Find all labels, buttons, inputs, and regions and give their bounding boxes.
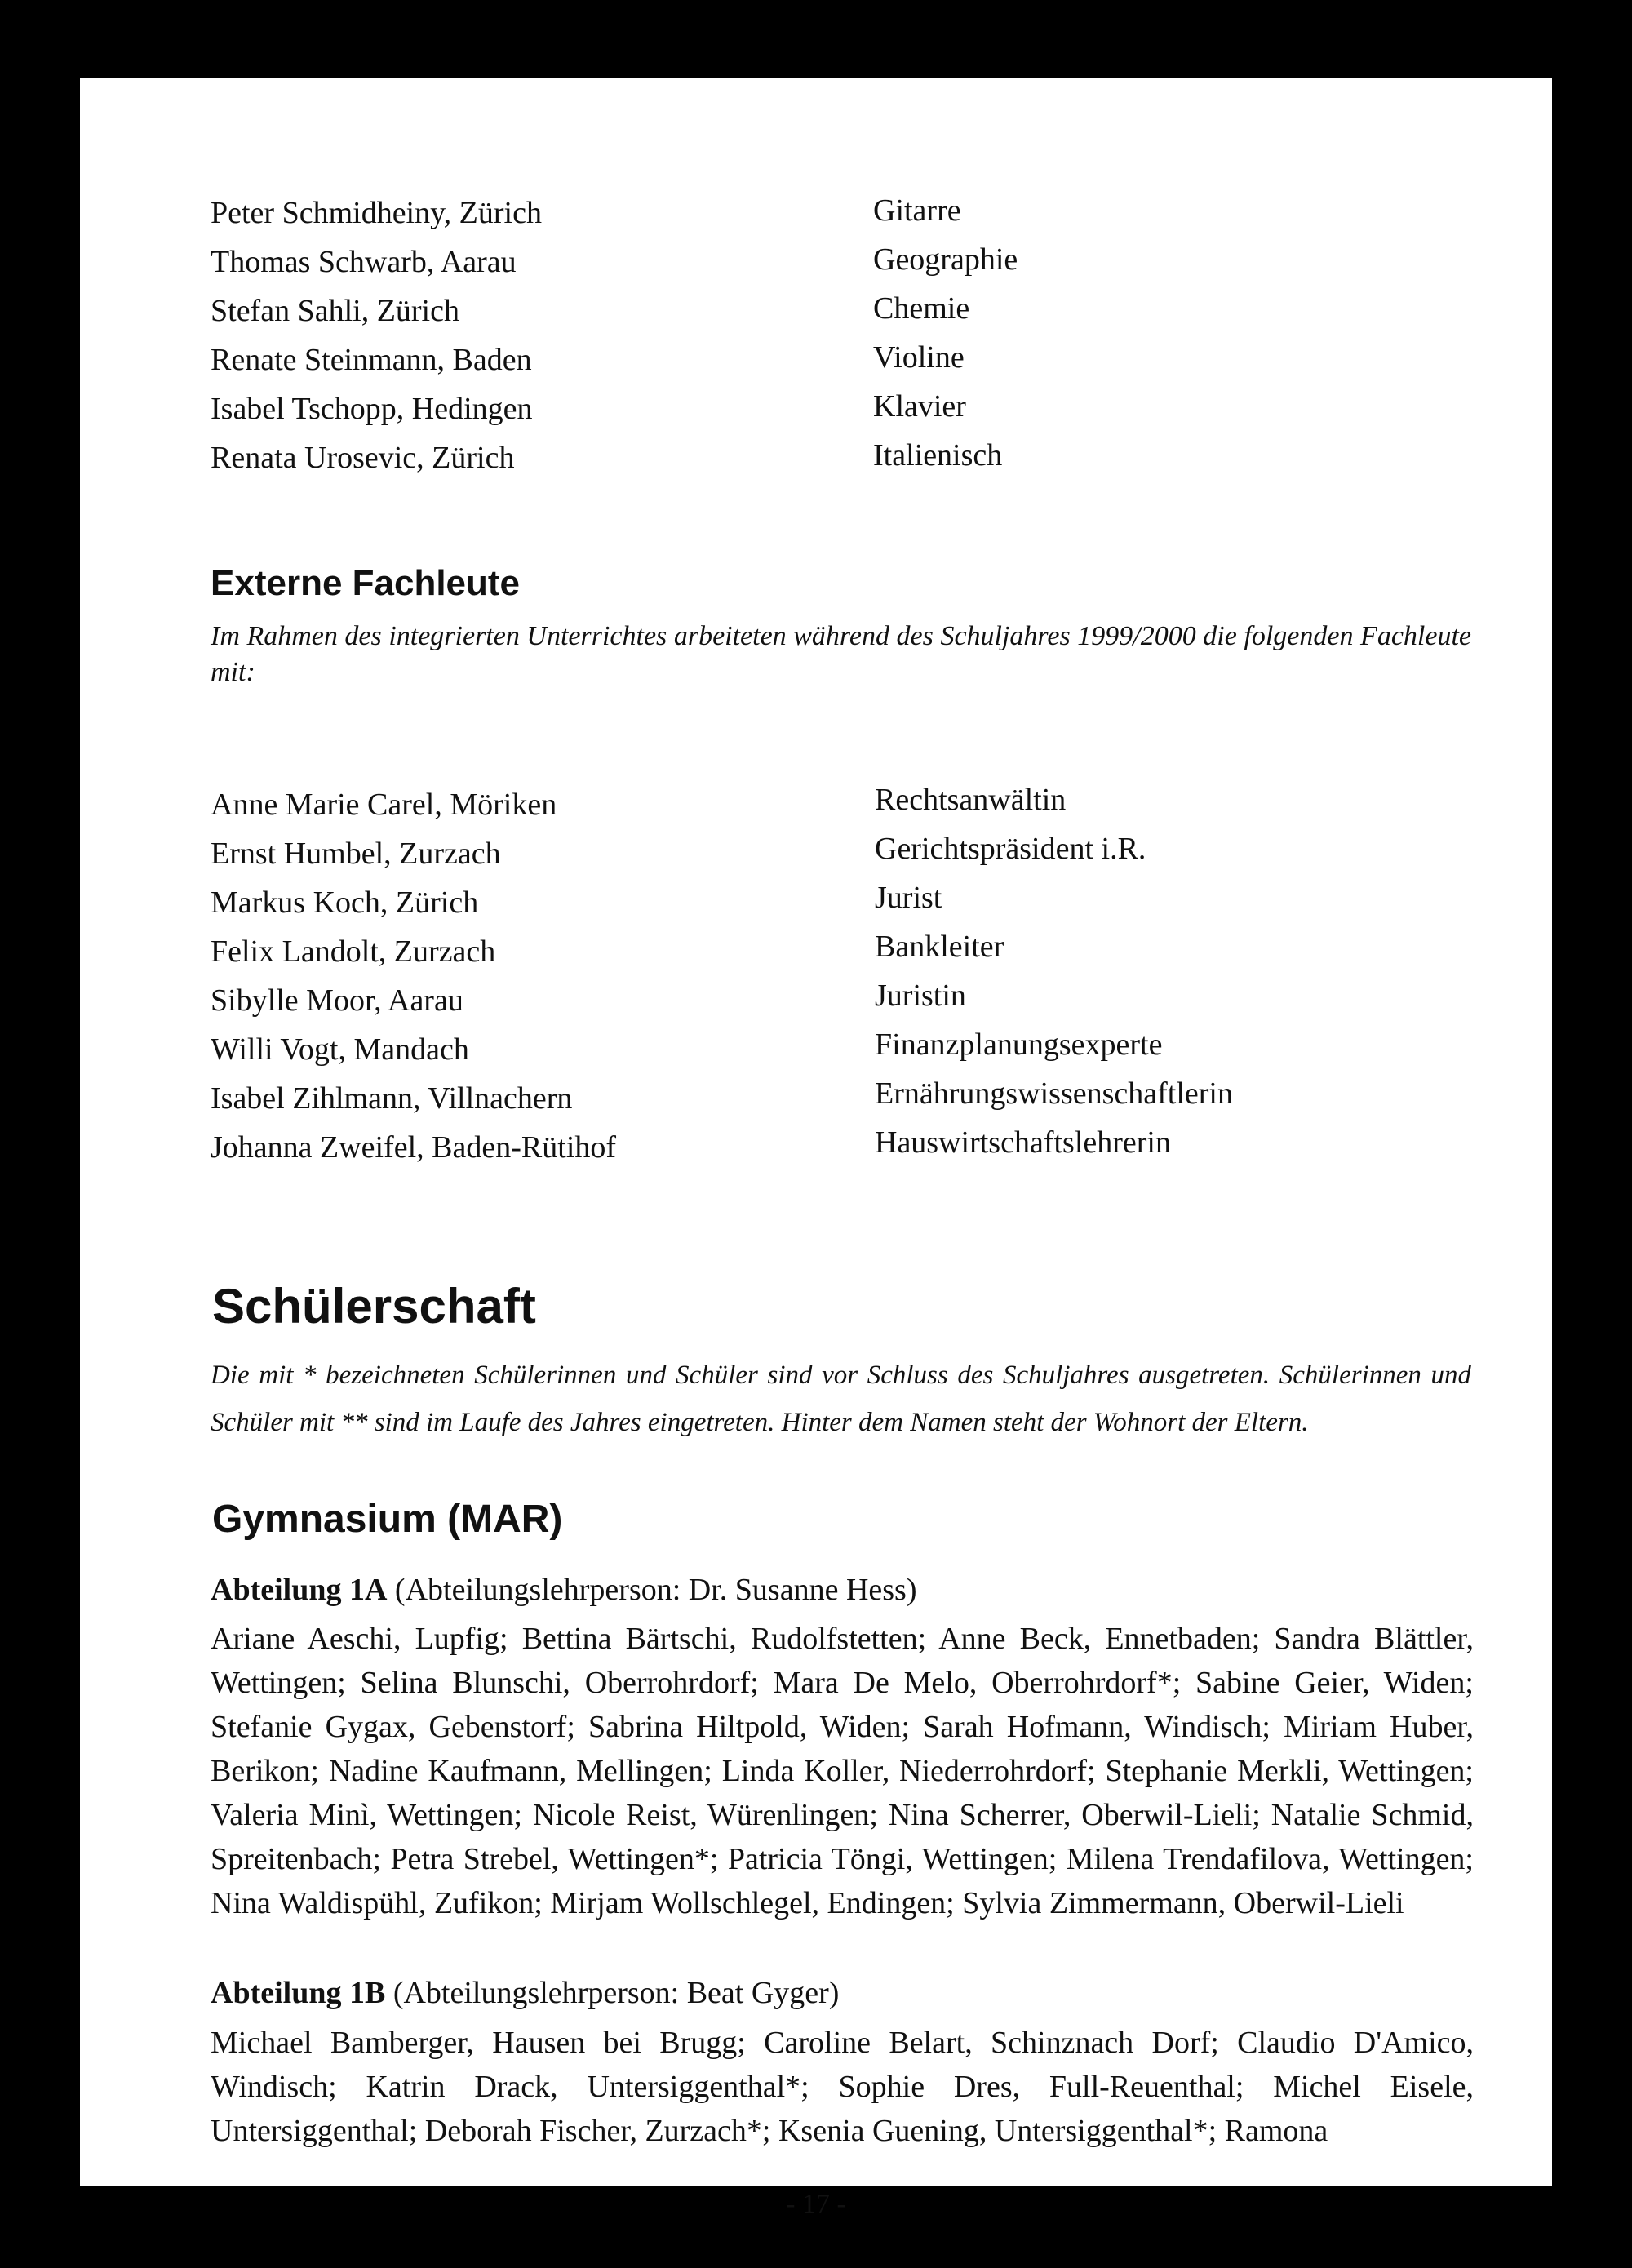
expert-row: [211, 783, 1483, 836]
external-experts-intro: Im Rahmen des integrierten Unterrichtes arbeiteten während des Schuljahres 1999/2000 die folgenden Fachleute mit:: [211, 621, 1471, 687]
class-1a-students: Ariane Aeschi, Lupfig; Bettina Bärtschi, Rudolfstetten; Anne Beck, Ennetbaden; Sandra Blättler, Wettingen; Selina Blunschi, Oberrohrdorf; Mara De Melo, Oberrohrdorf*; Sabine Geier, Widen; Stefanie Gygax, Gebenstorf; Sabrina Hiltpold, Widen; Sarah Hofmann, Windisch; Miriam Huber, Berikon; Nadine Kaufmann, Mellingen; Linda Koller, Niederrohrdorf; Stephanie Merkli, Wettingen; Valeria Minì, Wettingen; Nicole Reist, Würenlingen; Nina Scherrer, Oberwil-Lieli; Natalie Schmid, Spreitenbach; Petra Strebel, Wettingen*; Patricia Töngi, Wettingen; Milena Trendafilova, Wettingen; Nina Waldispühl, Zufikon; Mirjam Wollschlegel, Endingen; Sylvia Zimmermann, Oberwil-Lieli: [211, 1622, 1474, 1920]
expert-role: Jurist: [875, 881, 942, 915]
page-number: - 17 -: [786, 2189, 846, 2219]
expert-name: Anne Marie Carel, Möriken: [211, 788, 557, 822]
expert-row: [211, 1027, 1483, 1081]
class-1b-heading: [211, 1975, 839, 2011]
gymnasium-heading: Gymnasium (MAR): [212, 1498, 563, 1541]
external-experts-list: [211, 783, 1483, 1178]
expert-name: Markus Koch, Zürich: [211, 885, 479, 920]
expert-row: [211, 1125, 1483, 1178]
expert-role: Rechtsanwältin: [875, 783, 1067, 817]
expert-row: [211, 1076, 1483, 1130]
expert-name: Sibylle Moor, Aarau: [211, 983, 463, 1018]
staff-subject: Klavier: [873, 389, 966, 424]
staff-name: Renate Steinmann, Baden: [211, 343, 532, 377]
expert-role: Ernährungswissenschaftlerin: [875, 1076, 1233, 1111]
expert-row: [211, 979, 1483, 1032]
staff-name: Renata Urosevic, Zürich: [211, 441, 515, 475]
staff-list: [211, 195, 1435, 489]
staff-name: Isabel Tschopp, Hedingen: [211, 392, 533, 426]
staff-subject: Violine: [873, 340, 965, 375]
expert-role: Bankleiter: [875, 930, 1004, 964]
staff-row: [211, 244, 1435, 293]
staff-subject: Italienisch: [873, 438, 1003, 473]
class-1b-teacher: (Abteilungslehrperson: Beat Gyger): [392, 1976, 840, 2010]
expert-name: Willi Vogt, Mandach: [211, 1032, 469, 1067]
expert-row: [211, 930, 1483, 983]
document-page: [80, 78, 1552, 2219]
staff-row: [211, 440, 1435, 489]
external-experts-heading: Externe Fachleute: [211, 563, 521, 603]
class-1a-label: Abteilung 1A: [211, 1573, 388, 1607]
staff-name: Thomas Schwarb, Aarau: [211, 245, 517, 279]
expert-row: [211, 881, 1483, 934]
expert-name: Felix Landolt, Zurzach: [211, 934, 496, 969]
expert-role: Finanzplanungsexperte: [875, 1027, 1163, 1062]
staff-name: Peter Schmidheiny, Zürich: [211, 196, 542, 230]
students-note: Die mit * bezeichneten Schülerinnen und Schüler sind vor Schluss des Schuljahres ausgetreten. Schülerinnen und Schüler mit ** sind im Laufe des Jahres eingetreten. Hinter dem Namen steht der Wohnort der Eltern.: [211, 1360, 1471, 1437]
class-1a-heading: [211, 1572, 916, 1608]
expert-role: Hauswirtschaftslehrerin: [875, 1125, 1171, 1160]
staff-subject: Gitarre: [873, 193, 961, 228]
students-heading: Schülerschaft: [212, 1279, 536, 1334]
staff-subject: Geographie: [873, 242, 1018, 277]
staff-subject: Chemie: [873, 291, 970, 326]
staff-row: [211, 342, 1435, 391]
expert-name: Isabel Zihlmann, Villnachern: [211, 1081, 573, 1116]
expert-name: Johanna Zweifel, Baden-Rütihof: [211, 1130, 617, 1165]
staff-row: [211, 391, 1435, 440]
class-1b-label: Abteilung 1B: [211, 1976, 386, 2010]
staff-name: Stefan Sahli, Zürich: [211, 294, 459, 328]
expert-row: [211, 832, 1483, 885]
class-1b-students: Michael Bamberger, Hausen bei Brugg; Caroline Belart, Schinznach Dorf; Claudio D'Amico, Windisch; Katrin Drack, Untersiggenthal*; Sophie Dres, Full-Reuenthal; Michel Eisele, Untersiggenthal; Deborah Fischer, Zurzach*; Ksenia Guening, Untersiggenthal*; Ramona: [211, 2026, 1474, 2148]
expert-name: Ernst Humbel, Zurzach: [211, 837, 501, 871]
expert-role: Gerichtspräsident i.R.: [875, 832, 1146, 866]
expert-role: Juristin: [875, 979, 966, 1013]
class-1a-teacher: (Abteilungslehrperson: Dr. Susanne Hess): [394, 1573, 917, 1607]
staff-row: [211, 293, 1435, 342]
staff-row: [211, 195, 1435, 244]
